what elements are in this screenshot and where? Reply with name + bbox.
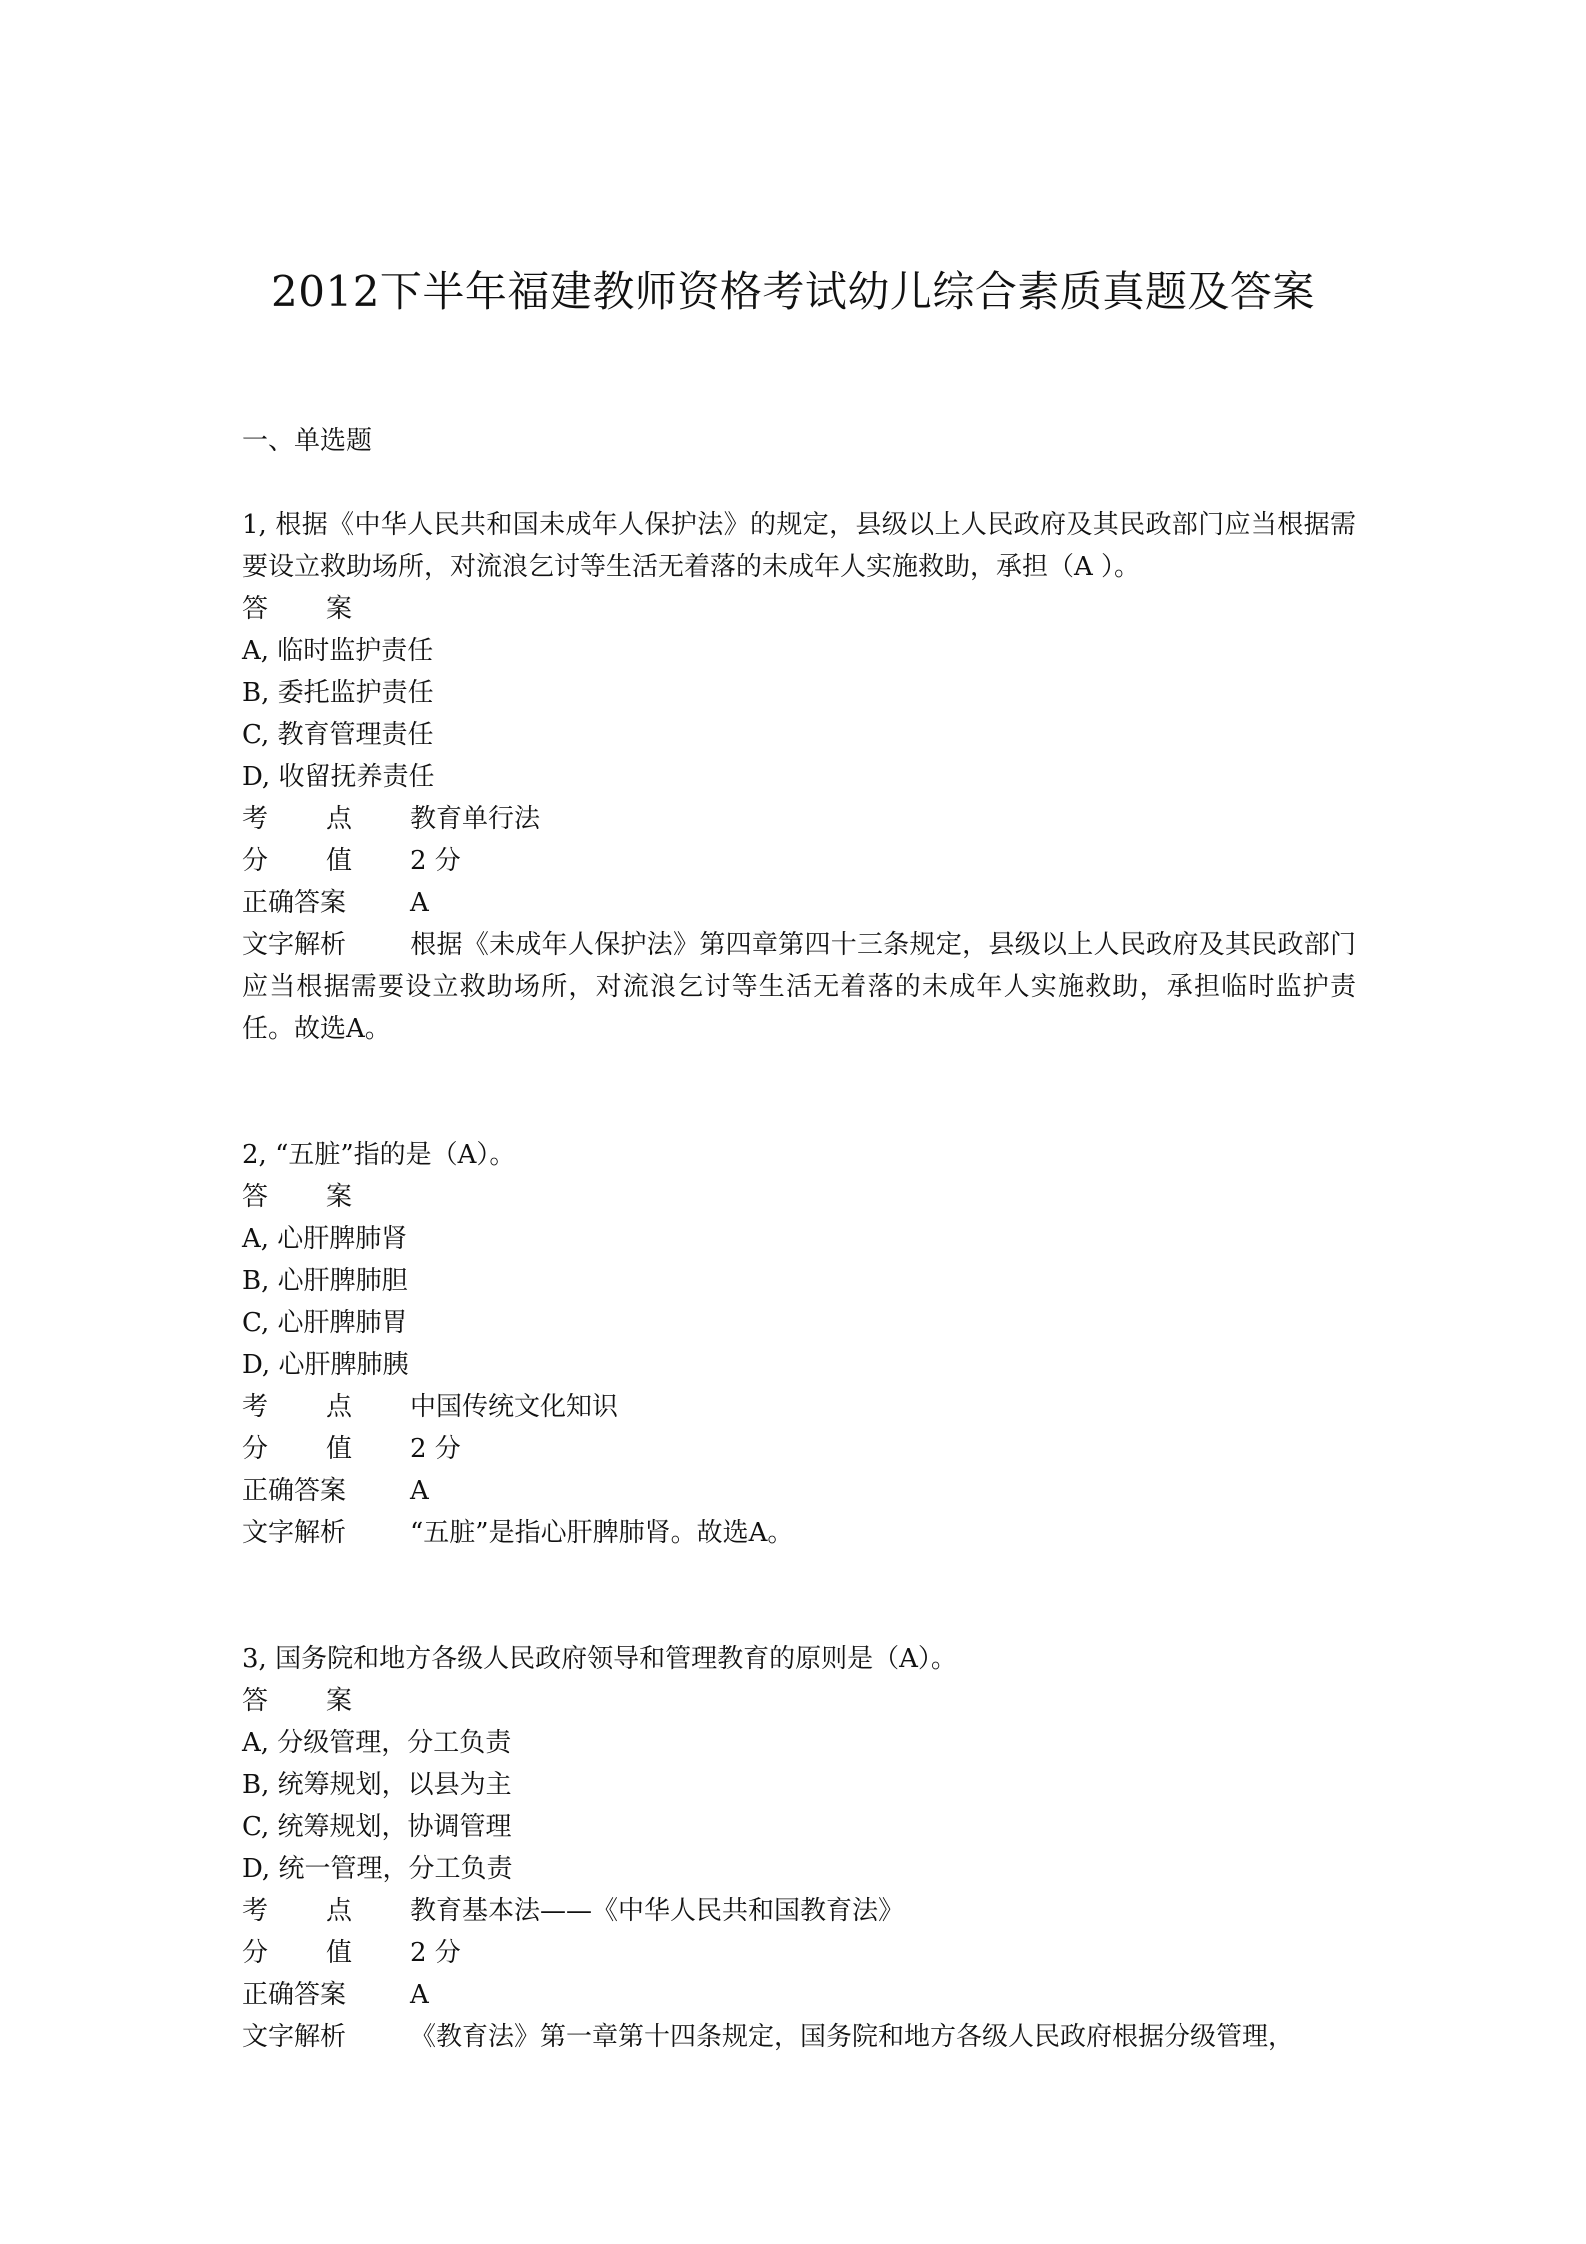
answer-label-char: 答	[242, 1686, 269, 1716]
score-label-char: 分	[242, 846, 269, 876]
score-label-char: 分	[242, 1938, 269, 1968]
knowledge-point-row	[242, 798, 1356, 840]
option-d: D, 统一管理，分工负责	[242, 1854, 513, 1884]
answer-label-row	[242, 1680, 1356, 1722]
analysis-row	[242, 924, 1356, 1050]
analysis-text: 根据《未成年人保护法》第四章第四十三条规定，县级以上人民政府及其民政部门应当根据需要设立救助场所，对流浪乞讨等生活无着落的未成年人实施救助，承担临时监护责任。故选A。	[242, 930, 1356, 1044]
answer-label-char: 答	[242, 594, 269, 624]
correct-answer-row	[242, 882, 1356, 924]
knowledge-point-row	[242, 1386, 1356, 1428]
knowledge-point: 教育基本法——《中华人民共和国教育法》	[410, 1896, 905, 1926]
answer-label-char: 案	[326, 594, 353, 624]
correct-answer: A	[410, 1476, 429, 1506]
correct-answer: A	[410, 1980, 429, 2010]
answer-label-char: 答	[242, 1182, 269, 1212]
analysis-text: 《教育法》第一章第十四条规定，国务院和地方各级人民政府根据分级管理，	[410, 2022, 1295, 2052]
score-row	[242, 1932, 1356, 1974]
score-row	[242, 1428, 1356, 1470]
point-label-char: 考	[242, 1392, 269, 1422]
option-d: D, 收留抚养责任	[242, 762, 435, 792]
option-a: A, 临时监护责任	[242, 636, 434, 666]
question-stem: 2, “五脏”指的是（A）。	[242, 1140, 516, 1170]
answer-label-row	[242, 588, 1356, 630]
option-b: B, 统筹规划，以县为主	[242, 1770, 512, 1800]
knowledge-point-row	[242, 1890, 1356, 1932]
analysis-row	[242, 1512, 1356, 1554]
correct-answer-row	[242, 1974, 1356, 2016]
score-label-char: 分	[242, 1434, 269, 1464]
question-2	[242, 1134, 1356, 1554]
analysis-text: “五脏”是指心肝脾肺肾。故选A。	[410, 1518, 794, 1548]
correct-answer: A	[410, 888, 429, 918]
analysis-label: 文字解析	[242, 1518, 347, 1548]
spacer	[242, 1050, 1356, 1134]
score-value: 2 分	[410, 1434, 461, 1464]
point-label-char: 考	[242, 804, 269, 834]
spacer	[242, 1554, 1356, 1638]
answer-label-char: 案	[326, 1182, 353, 1212]
document-title: 2012下半年福建教师资格考试幼儿综合素质真题及答案	[271, 267, 1315, 316]
analysis-label: 文字解析	[242, 2022, 347, 2052]
option-a: A, 心肝脾肺肾	[242, 1224, 408, 1254]
answer-label-row	[242, 1176, 1356, 1218]
correct-answer-label: 正确答案	[242, 1476, 347, 1506]
correct-answer-label: 正确答案	[242, 888, 347, 918]
analysis-label: 文字解析	[242, 930, 347, 960]
section-heading: 一、单选题	[242, 426, 373, 456]
knowledge-point: 中国传统文化知识	[410, 1392, 619, 1422]
answer-label-char: 案	[326, 1686, 353, 1716]
option-c: C, 教育管理责任	[242, 720, 434, 750]
point-label-char: 点	[326, 804, 353, 834]
score-label-char: 值	[326, 846, 353, 876]
question-3	[242, 1638, 1356, 2058]
point-label-char: 考	[242, 1896, 269, 1926]
question-stem: 3, 国务院和地方各级人民政府领导和管理教育的原则是（A）。	[242, 1644, 957, 1674]
score-label-char: 值	[326, 1434, 353, 1464]
point-label-char: 点	[326, 1392, 353, 1422]
point-label-char: 点	[326, 1896, 353, 1926]
score-value: 2 分	[410, 1938, 461, 1968]
analysis-row	[242, 2016, 1356, 2058]
score-row	[242, 840, 1356, 882]
correct-answer-label: 正确答案	[242, 1980, 347, 2010]
option-b: B, 心肝脾肺胆	[242, 1266, 408, 1296]
score-value: 2 分	[410, 846, 461, 876]
question-stem: 1, 根据《中华人民共和国未成年人保护法》的规定，县级以上人民政府及其民政部门应当根据需要设立救助场所，对流浪乞讨等生活无着落的未成年人实施救助，承担（A ）。	[242, 510, 1356, 582]
option-c: C, 心肝脾肺胃	[242, 1308, 408, 1338]
knowledge-point: 教育单行法	[410, 804, 541, 834]
question-1	[242, 504, 1356, 1050]
correct-answer-row	[242, 1470, 1356, 1512]
document-body	[242, 420, 1356, 2058]
option-c: C, 统筹规划，协调管理	[242, 1812, 512, 1842]
score-label-char: 值	[326, 1938, 353, 1968]
option-a: A, 分级管理，分工负责	[242, 1728, 512, 1758]
option-b: B, 委托监护责任	[242, 678, 434, 708]
option-d: D, 心肝脾肺胰	[242, 1350, 409, 1380]
